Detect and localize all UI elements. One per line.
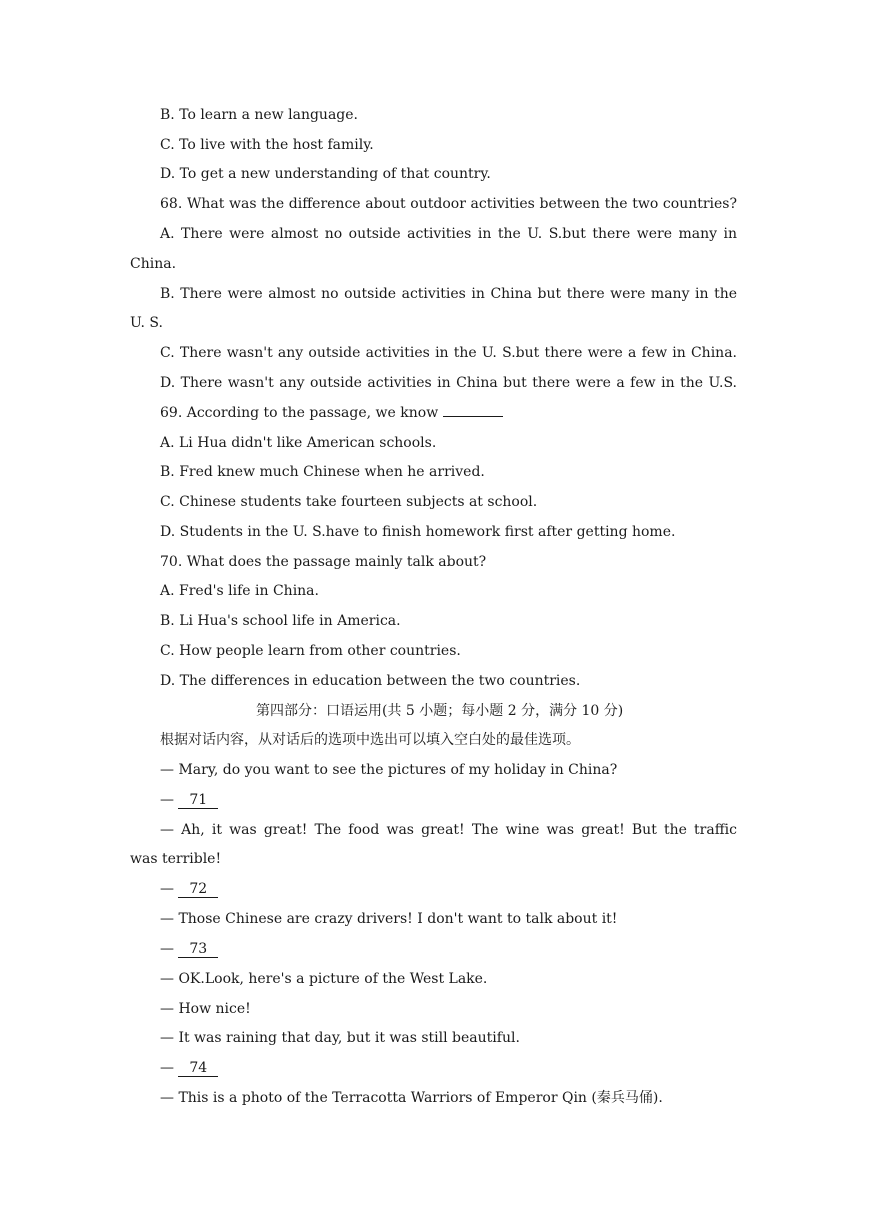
dialogue-blank-73 xyxy=(0,939,869,959)
dialogue-text: This is a photo of the Terracotta Warriors of Emperor Qin (秦兵马俑). xyxy=(178,1090,663,1106)
q70-stem: 70. What does the passage mainly talk about? xyxy=(160,554,487,570)
q68-option-b-line2: U. S. xyxy=(130,315,163,331)
dialogue-dash: — xyxy=(160,1001,174,1017)
dialogue-line-3 xyxy=(0,820,737,840)
blank-number: 72 xyxy=(189,881,208,897)
q70-option-b: B. Li Hua's school life in America. xyxy=(160,613,401,629)
dialogue-line-5 xyxy=(0,909,869,929)
q69-option-b: B. Fred knew much Chinese when he arrived. xyxy=(160,464,485,480)
dialogue-dash: — xyxy=(160,822,174,838)
dialogue-text: It was raining that day, but it was still beautiful. xyxy=(178,1030,520,1046)
q68-stem: 68. What was the difference about outdoor activities between the two countries? xyxy=(160,196,737,212)
dialogue-dash: — xyxy=(160,1030,174,1046)
q67-option-c: C. To live with the host family. xyxy=(160,137,374,153)
dialogue-dash: — xyxy=(160,971,174,987)
part4-instruction: 根据对话内容，从对话后的选项中选出可以填入空白处的最佳选项。 xyxy=(160,732,580,748)
dialogue-blank-72 xyxy=(0,879,869,899)
q68-option-a-line2: China. xyxy=(130,256,177,272)
q68-option-c: C. There wasn't any outside activities in the U. S.but there were a few in China. xyxy=(160,345,737,361)
q70-option-d: D. The differences in education between the two countries. xyxy=(160,673,581,689)
q68-option-a-line1: A. There were almost no outside activities in the U. S.but there were many in xyxy=(160,226,737,242)
dialogue-line-3-cont: was terrible! xyxy=(130,851,222,867)
blank-72 xyxy=(178,881,218,898)
dialogue-dash: — xyxy=(160,911,174,927)
dialogue-text: Those Chinese are crazy drivers! I don't want to talk about it! xyxy=(178,911,618,927)
part4-heading: 第四部分：口语运用(共 5 小题；每小题 2 分，满分 10 分) xyxy=(256,703,624,719)
dialogue-dash: — xyxy=(160,762,174,778)
blank-number: 71 xyxy=(189,792,208,808)
dialogue-dash: — xyxy=(160,881,174,897)
q68-option-b-line1: B. There were almost no outside activities in China but there were many in the xyxy=(160,286,737,302)
dialogue-line-1 xyxy=(0,760,869,780)
q67-option-b: B. To learn a new language. xyxy=(160,107,358,123)
q69-option-c: C. Chinese students take fourteen subjects at school. xyxy=(160,494,538,510)
dialogue-line-7 xyxy=(0,969,869,989)
blank-number: 73 xyxy=(189,941,208,957)
dialogue-dash: — xyxy=(160,941,174,957)
dialogue-dash: — xyxy=(160,792,174,808)
q69-stem xyxy=(0,403,869,423)
dialogue-dash: — xyxy=(160,1090,174,1106)
q70-option-c: C. How people learn from other countries. xyxy=(160,643,461,659)
dialogue-line-11 xyxy=(0,1088,869,1108)
q69-option-d: D. Students in the U. S.have to finish homework first after getting home. xyxy=(160,524,676,540)
q67-option-d: D. To get a new understanding of that country. xyxy=(160,166,491,182)
dialogue-line-9 xyxy=(0,1028,869,1048)
dialogue-blank-74 xyxy=(0,1058,869,1078)
dialogue-line-8 xyxy=(0,999,869,1019)
blank-74 xyxy=(178,1060,218,1077)
blank-number: 74 xyxy=(189,1060,208,1076)
dialogue-text: Mary, do you want to see the pictures of my holiday in China? xyxy=(178,762,618,778)
dialogue-blank-71 xyxy=(0,790,869,810)
q70-option-a: A. Fred's life in China. xyxy=(160,583,319,599)
dialogue-dash: — xyxy=(160,1060,174,1076)
dialogue-text: Ah, it was great! The food was great! The wine was great! But the traffic xyxy=(181,822,737,838)
dialogue-text: OK.Look, here's a picture of the West Lake. xyxy=(178,971,488,987)
blank-73 xyxy=(178,941,218,958)
blank-71 xyxy=(178,792,218,809)
q68-option-d: D. There wasn't any outside activities in China but there were a few in the U.S. xyxy=(160,375,737,391)
dialogue-text: How nice! xyxy=(178,1001,251,1017)
q69-option-a: A. Li Hua didn't like American schools. xyxy=(160,435,437,451)
q69-stem-text: 69. According to the passage, we know xyxy=(160,405,439,421)
answer-blank xyxy=(443,404,503,417)
